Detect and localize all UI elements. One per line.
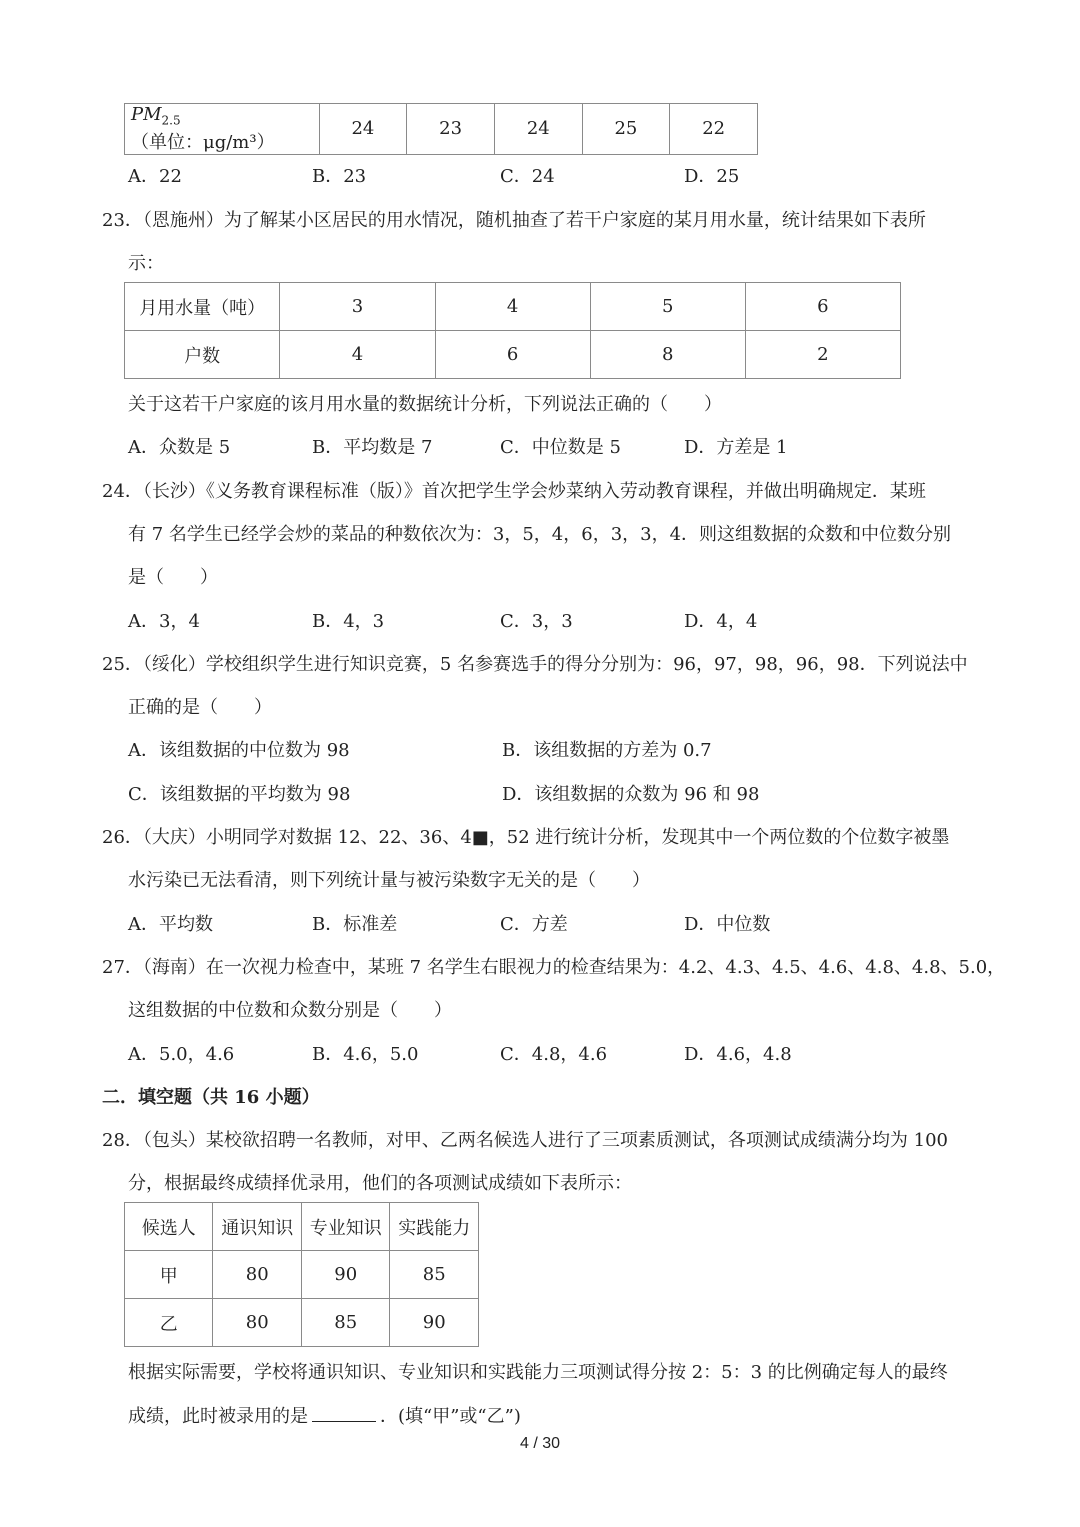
table-cell: 乙 [125,1299,213,1347]
option-b: B．4，3 [312,611,385,632]
option-a: A．3，4 [128,611,200,632]
question-27-line1: 27．（海南）在一次视力检查中，某班 7 名学生右眼视力的检查结果为：4.2、4.3、4.5、4.6、4.8、4.8、5.0， [102,957,1006,978]
table-row-header: $PM_{2.5}$（单位：μg/m³） [125,104,320,155]
table-header-row [125,1203,479,1251]
table-cell: 24 [494,104,582,155]
table-cell: 90 [390,1299,479,1347]
question-28-line4 [128,1402,521,1428]
page-number: 4 / 30 [519,1435,561,1452]
option-c: C．24 [500,166,555,187]
option-a: A．众数是 5 [128,437,231,458]
question-26-line1: 26．（大庆）小明同学对数据 12、22、36、4■，52 进行统计分析，发现其中一个两位数的个位数字被墨 [102,827,950,848]
option-d: D．25 [684,166,740,187]
option-d: D．中位数 [684,914,771,935]
table-row [125,331,901,379]
table-cell: 22 [670,104,758,155]
option-d: D．4，4 [684,611,758,632]
table-cell: 3 [280,283,435,331]
water-usage-table [124,282,901,379]
option-d: D．该组数据的众数为 96 和 98 [502,784,760,805]
table-cell: 90 [301,1251,390,1299]
question-24-line2: 有 7 名学生已经学会炒的菜品的种数依次为：3，5，4，6，3，3，4．则这组数据的众数和中位数分别 [128,524,952,545]
table-cell: 5 [590,283,745,331]
question-23-stem: 关于这若干户家庭的该月用水量的数据统计分析，下列说法正确的（ ） [128,394,722,415]
table-header-cell: 专业知识 [301,1203,390,1251]
table-cell: 80 [213,1251,302,1299]
table-row-header: 户数 [125,331,280,379]
option-b: B．平均数是 7 [312,437,433,458]
question-25-line2: 正确的是（ ） [128,697,272,718]
question-23-line2: 示： [128,253,164,274]
option-b: B．23 [312,166,367,187]
option-c: C．该组数据的平均数为 98 [128,784,351,805]
table-header-cell: 实践能力 [390,1203,479,1251]
table-cell: 4 [435,283,590,331]
table-cell: 6 [745,283,900,331]
question-28-line2: 分，根据最终成绩择优录用，他们的各项测试成绩如下表所示： [128,1173,632,1194]
table-cell: 6 [435,331,590,379]
option-d: D．4.6，4.8 [684,1044,792,1065]
option-a: A．该组数据的中位数为 98 [128,740,350,761]
option-b: B．该组数据的方差为 0.7 [502,740,712,761]
text-before-blank: 成绩，此时被录用的是 [128,1406,308,1427]
table-cell: 甲 [125,1251,213,1299]
option-a: A．5.0，4.6 [128,1044,235,1065]
table-row [125,104,758,155]
table-cell: 4 [280,331,435,379]
table-cell: 85 [301,1299,390,1347]
option-c: C．4.8，4.6 [500,1044,608,1065]
option-d: D．方差是 1 [684,437,788,458]
question-28-line3: 根据实际需要，学校将通识知识、专业知识和实践能力三项测试得分按 2：5：3 的比例确定每人的最终 [128,1362,948,1383]
option-c: C．方差 [500,914,568,935]
question-23-line1: 23．（恩施州）为了解某小区居民的用水情况，随机抽查了若干户家庭的某月用水量，统计结果如下表所 [102,210,926,231]
table-row [125,1251,479,1299]
table-row [125,1299,479,1347]
answer-blank[interactable] [312,1405,376,1422]
option-a: A．平均数 [128,914,213,935]
table-cell: 2 [745,331,900,379]
table-row [125,283,901,331]
option-a: A．22 [128,166,182,187]
question-24-line3: 是（ ） [128,567,218,588]
table-cell: 8 [590,331,745,379]
text-after-blank: ．(填“甲”或“乙”) [380,1406,521,1427]
question-25-line1: 25．（绥化）学校组织学生进行知识竞赛，5 名参赛选手的得分分别为：96，97，98，96，98．下列说法中 [102,654,968,675]
question-28-line1: 28．（包头）某校欲招聘一名教师，对甲、乙两名候选人进行了三项素质测试，各项测试成绩满分均为 100 [102,1130,948,1151]
option-c: C．中位数是 5 [500,437,621,458]
table-cell: 85 [390,1251,479,1299]
section-title: 二．填空题（共 16 小题） [102,1087,320,1108]
pm25-table [124,103,758,155]
option-b: B．4.6，5.0 [312,1044,419,1065]
option-c: C．3，3 [500,611,573,632]
question-26-line2: 水污染已无法看清，则下列统计量与被污染数字无关的是（ ） [128,870,650,891]
candidate-score-table [124,1202,479,1347]
question-27-line2: 这组数据的中位数和众数分别是（ ） [128,1000,452,1021]
option-b: B．标准差 [312,914,398,935]
table-header-cell: 候选人 [125,1203,213,1251]
table-cell: 24 [319,104,407,155]
table-row-header: 月用水量（吨） [125,283,280,331]
table-cell: 80 [213,1299,302,1347]
table-cell: 23 [407,104,495,155]
question-24-line1: 24．（长沙）《义务教育课程标准（版）》首次把学生学会炒菜纳入劳动教育课程，并做出明确规定．某班 [102,481,926,502]
table-cell: 25 [582,104,670,155]
table-header-cell: 通识知识 [213,1203,302,1251]
